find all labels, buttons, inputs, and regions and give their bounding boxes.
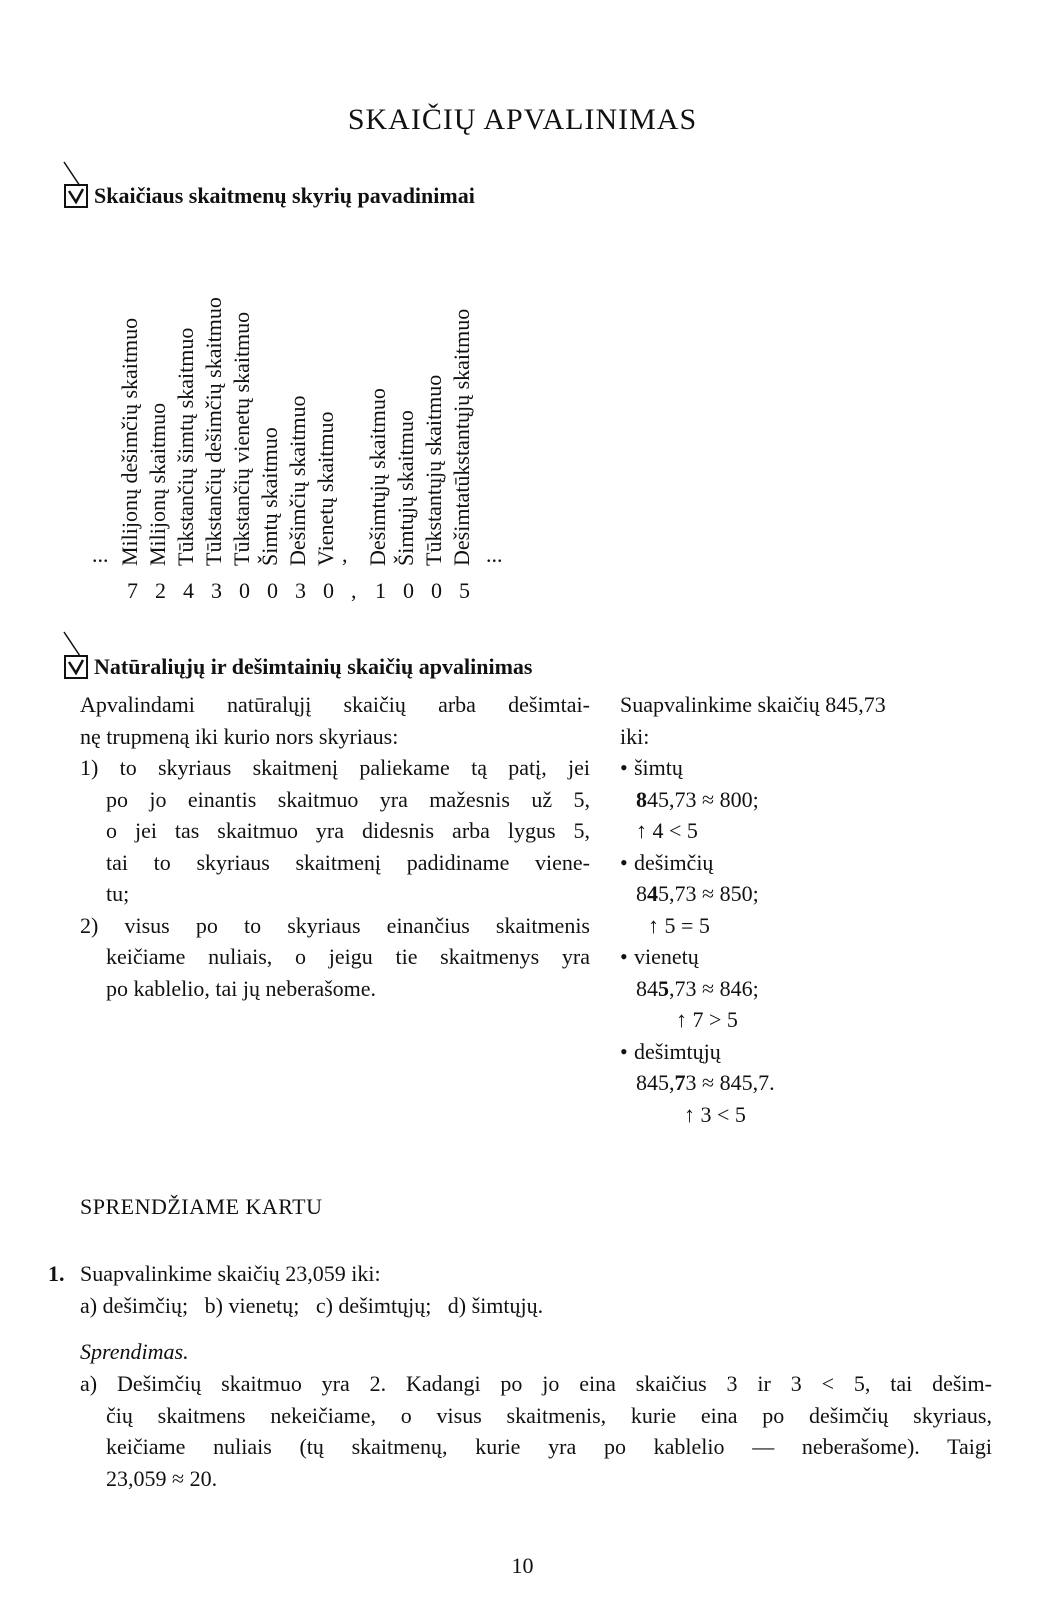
label-milijonu: Milijonų skaitmuo	[145, 402, 170, 566]
rule-line: tu;	[106, 881, 130, 906]
digit: 2	[155, 578, 166, 603]
rounding-rules	[80, 689, 590, 1004]
rule-line: Apvalindami natūralųjį skaičių arba dešimtai-	[80, 692, 590, 717]
section1-heading: Skaičiaus skaitmenų skyrių pavadinimai	[94, 183, 475, 208]
example-expression: 845,73 ≈ 846;	[636, 975, 759, 1001]
solution-label: Sprendimas.	[80, 1339, 189, 1364]
digit: 0	[239, 578, 250, 603]
rule-line: keičiame nuliais, o jeigu tie skaitmenys yra	[106, 944, 590, 969]
example-expression: 845,73 ≈ 845,7.	[636, 1070, 775, 1095]
section2-heading: Natūraliųjų ir dešimtainių skaičių apvalinimas	[94, 654, 533, 679]
section2-header	[64, 654, 532, 680]
digit: 3	[295, 578, 306, 603]
checkmark-box-icon	[64, 655, 88, 679]
example-expression: 845,73 ≈ 850;	[636, 881, 759, 906]
label-simtu: Šimtų skaitmuo	[257, 427, 282, 566]
problem-statement: 1. Suapvalinkime skaičių 23,059 iki:	[48, 1258, 1008, 1290]
digit: 0	[323, 578, 334, 603]
example-bullet: • dešimčių	[620, 849, 714, 875]
left-ellipsis: ...	[92, 542, 109, 567]
digit: 0	[403, 578, 414, 603]
label-tukstanciu-simtu: Tūkstančių šimtų skaitmuo	[173, 327, 198, 566]
label-vienetu: Vienetų skaitmuo	[313, 411, 338, 566]
problem-options: a) dešimčių; b) vienetų; c) dešimtųjų; d) šimtųjų.	[80, 1292, 544, 1318]
rounding-examples	[620, 689, 1020, 1130]
problem	[48, 1258, 1008, 1321]
example-intro: iki:	[620, 723, 650, 749]
label-tukstanciu-vienetu: Tūkstančių vienetų skaitmuo	[229, 311, 254, 566]
digit-comma: ,	[351, 578, 357, 603]
right-ellipsis: ...	[486, 542, 503, 567]
problem-number: 1.	[48, 1261, 65, 1286]
section1-header	[64, 183, 475, 209]
solution	[80, 1368, 992, 1494]
digit: 1	[375, 578, 386, 603]
digit: 0	[431, 578, 442, 603]
example-note: ↑ 5 = 5	[648, 912, 710, 938]
comma-separator: ,	[342, 542, 348, 567]
rule-line: po kablelio, tai jų neberašome.	[106, 975, 377, 1001]
example-bullet: • dešimtųjų	[620, 1038, 721, 1064]
rule-line: po jo einantis skaitmuo yra mažesnis už 5,	[106, 786, 590, 812]
digit: 3	[211, 578, 222, 603]
solution-line: 23,059 ≈ 20.	[106, 1465, 218, 1491]
label-desimciu: Dešimčių skaitmuo	[285, 395, 310, 566]
example-note: ↑ 3 < 5	[684, 1101, 746, 1127]
solution-line: keičiame nuliais (tų skaitmenų, kurie yra po kablelio — neberašome). Taigi	[106, 1434, 992, 1459]
solution-line: čių skaitmens nekeičiame, o visus skaitmenis, kurie eina po dešimčių skyriaus,	[106, 1402, 992, 1428]
digit: 7	[127, 578, 138, 603]
rule-line: o jei tas skaitmuo yra didesnis arba lygus 5,	[106, 818, 590, 843]
label-desimtuju: Dešimtųjų skaitmuo	[365, 388, 390, 566]
example-intro: Suapvalinkime skaičių 845,73	[620, 692, 886, 717]
label-tukstantuju: Tūkstantųjų skaitmuo	[421, 374, 446, 566]
example-bullet: • vienetų	[620, 944, 699, 969]
example-note: ↑ 4 < 5	[636, 818, 698, 843]
digit: 0	[267, 578, 278, 603]
label-desimtatukstantuju: Dešimtatūkstantųjų skaitmuo	[449, 308, 474, 566]
solution-line: a) Dešimčių skaitmuo yra 2. Kadangi po jo eina skaičius 3 ir 3 < 5, tai dešim-	[80, 1371, 992, 1396]
rule-line: 1) to skyriaus skaitmenį paliekame tą patį, jei	[80, 755, 590, 780]
label-tukstanciu-desimciu: Tūkstančių dešimčių skaitmuo	[201, 297, 226, 566]
label-simtuju: Šimtųjų skaitmuo	[393, 410, 418, 566]
digit: 5	[459, 578, 470, 603]
example-bullet: • šimtų	[620, 755, 683, 780]
page-title: SKAIČIŲ APVALINIMAS	[347, 103, 698, 136]
page-number: 10	[511, 1553, 534, 1578]
example-note: ↑ 7 > 5	[676, 1007, 738, 1032]
rule-line: tai to skyriaus skaitmenį padidiname viene-	[106, 849, 590, 875]
digit: 4	[183, 578, 194, 603]
tick-mark-icon	[62, 160, 86, 190]
section3-heading: SPRENDŽIAME KARTU	[80, 1194, 323, 1219]
rule-line: nę trupmeną iki kurio nors skyriaus:	[80, 723, 399, 749]
label-milijonu-desimciu: Milijonų dešimčių skaitmuo	[117, 317, 142, 566]
rule-line: 2) visus po to skyriaus einančius skaitmenis	[80, 912, 590, 938]
example-expression: 845,73 ≈ 800;	[636, 786, 759, 812]
